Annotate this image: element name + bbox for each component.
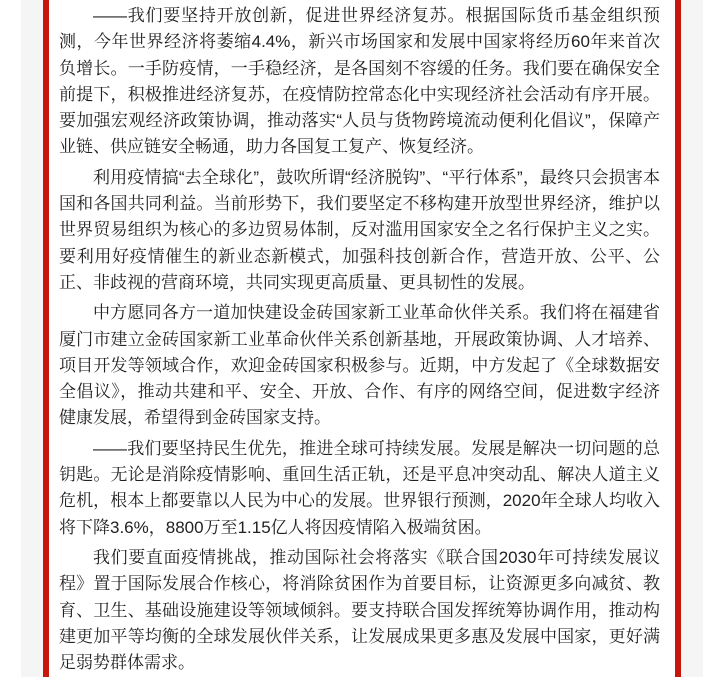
article-body xyxy=(43,0,681,677)
paragraph-brics-partnership: 中方愿同各方一道加快建设金砖国家新工业革命伙伴关系。我们将在福建省厦门市建立金砖国家新工业革命伙伴关系创新基地，开展政策协调、人才培养、项目开发等领域合作，欢迎金砖国家积极参与。近期，中方发起了《全球数据安全倡议》，推动共建和平、安全、开放、合作、有序的网络空间，促进数字经济健康发展，希望得到金砖国家支持。 xyxy=(59,303,660,428)
paragraph-against-decoupling: 利用疫情搞“去全球化”，鼓吹所谓“经济脱钩”、“平行体系”，最终只会损害本国和各国共同利益。当前形势下，我们要坚定不移构建开放型世界经济，维护以世界贸易组织为核心的多边贸易体制，反对滥用国家安全之名行保护主义之实。要利用好疫情催生的新业态新模式，加强科技创新合作，营造开放、公平、公正、非歧视的营商环境，共同实现更高质量、更具韧性的发展。 xyxy=(59,167,660,292)
paragraph-2030-agenda: 我们要直面疫情挑战，推动国际社会将落实《联合国2030年可持续发展议程》置于国际发展合作核心，将消除贫困作为首要目标，让资源更多向减贫、教育、卫生、基础设施建设等领域倾斜。要支持联合国发挥统筹协调作用，推动构建更加平等均衡的全球发展伙伴关系，让发展成果更多惠及发展中国家，更好满足弱势群体需求。 xyxy=(59,547,660,673)
quote-section-band xyxy=(21,0,703,677)
paragraph-open-innovation: ——我们要坚持开放创新，促进世界经济复苏。根据国际货币基金组织预测，今年世界经济将萎缩4.4%，新兴市场国家和发展中国家将经历60年来首次负增长。一手防疫情，一手稳经济，是各国刻不容缓的任务。我们要在确保安全前提下，积极推进经济复苏，在疫情防控常态化中实现经济社会活动有序开展。要加强宏观经济政策协调，推动落实“人员与货物跨境流动便利化倡议”，保障产业链、供应链安全畅通，助力各国复工复产、恢复经济。 xyxy=(59,6,660,157)
paragraph-people-first: ——我们要坚持民生优先，推进全球可持续发展。发展是解决一切问题的总钥匙。无论是消除疫情影响、重回生活正轨，还是平息冲突动乱、解决人道主义危机，根本上都要靠以人民为中心的发展。世界银行预测，2020年全球人均收入将下降3.6%，8800万至1.15亿人将因疫情陷入极端贫困。 xyxy=(59,438,660,537)
